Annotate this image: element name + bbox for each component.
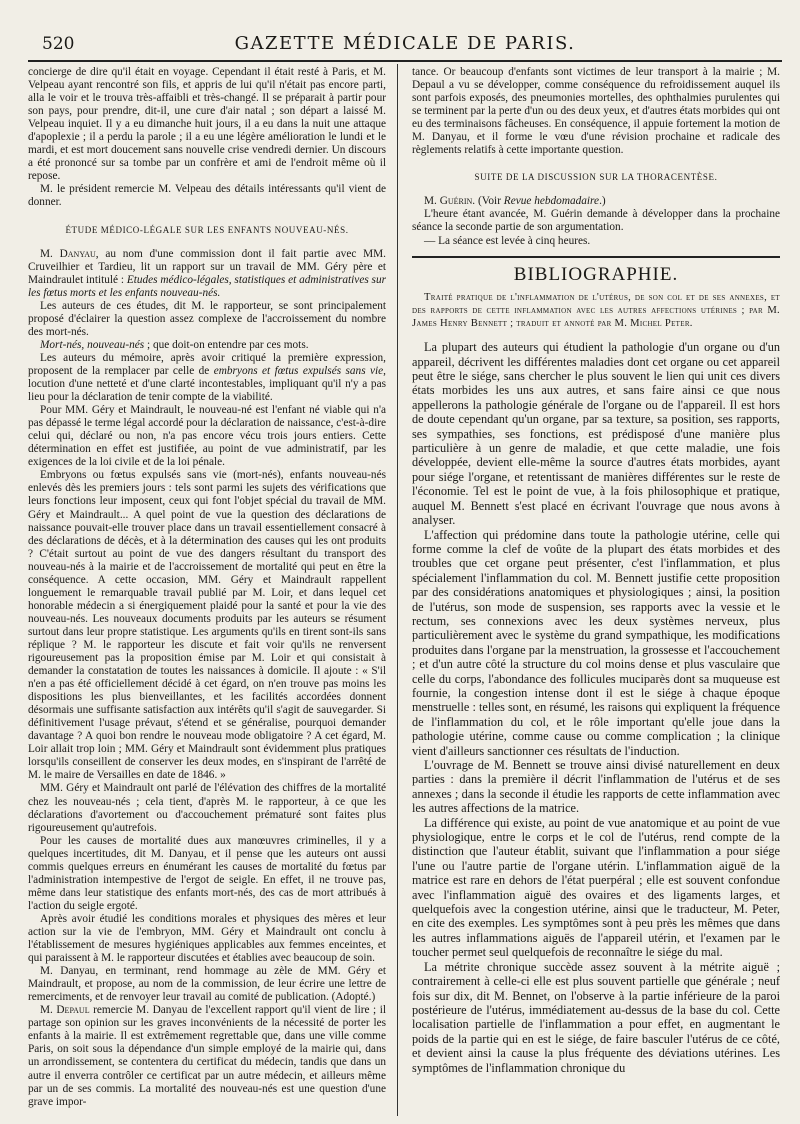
paragraph: Après avoir étudié les conditions morales et physiques des mères et leur action sur la vie de l'embryon, MM. Géry et Maindrault ont conclu à l'établissement de mesures hygiéniques applicables aux femmes enceintes, et qui paraissent à M. le rapporteur discutées et établies avec beaucoup de soin. bbox=[28, 912, 386, 965]
paragraph: La métrite chronique succède assez souvent à la métrite aiguë ; contrairement à celle-ci elle est plus souvent partielle que générale ; neuf fois sur dix, dit M. Bennet, on l'observe à la partie inférieure de la paroi postérieure de l'utérus, immédiatement au-dessus de la base du col. Cette localisation partielle de l'inflammation a pour effet, en augmentant le poids de la partie qui en est le siége, de faire basculer l'utérus de ce côté, et devient ainsi la cause la plus fréquente des déviations utérines. Les symptômes de l'inflammation chronique du bbox=[412, 959, 780, 1075]
paragraph-text: (Voir bbox=[475, 195, 504, 208]
paragraph: L'heure étant avancée, M. Guérin demande à développer dans la prochaine séance la seconde partie de son argumentation. bbox=[412, 208, 780, 234]
paragraph: Embryons ou fœtus expulsés sans vie (mort-nés), enfants nouveau-nés enlevés dès les premiers jours : tels sont parmi les sujets des vérifications que leurs fonctions leur imposent, ceux qui font l'objet spécial du travail de MM. Géry et Maindrault... A quel point de vue la question des déclarations de naissance pouvait-elle trouver place dans un travail essentiellement consacré à des déclarations de décès, et à la détermination des causes qui les ont produits ? C'était surtout au point de vue des dangers résultant du transport des nouveau-nés à la mairie et de l'accroissement de mortalité qui peut en être la conséquence. A cette occasion, MM. Géry et Maindrault rappellent longuement le remarquable travail publié par M. Loir, et dans lequel cet honorable médecin a si énergiquement plaidé pour la santé et pour la vie des nouveau-nés. Les nouveaux documents produits par les auteurs se résument surtout dans leur propre statistique. Les arguments qu'ils en tirent sont-ils sans réplique ? M. le rapporteur les discute et fait voir qu'ils ne renversent rigoureusement pas la proposition émise par M. Loir et qui consistait à demander la constatation de toutes les naissances à domicile. Il ajoute : « S'il n'en a pas été officiellement décidé à cet égard, on n'en trouve pas moins les dispositions les plus bienveillantes, et les facilités accordées donnent désormais une suffisante satisfaction aux intérêts qu'il s'agit de sauvegarder. Si définitivement l'usage prévaut, s'étend et se généralise, pourquoi demander davantage ? A quoi bon rendre le nouveau mode obligatoire ? A cet égard, M. Loir allait trop loin ; MM. Géry et Maindrault sont évidemment plus pratiques lorsqu'ils conseillent de conserver les deux modes, en s'inspirant de l'arrêté de M. le maire de Versailles en date de 1846. » bbox=[28, 469, 386, 782]
paragraph-text: au nom d'une commission dont il fait partie avec MM. Cruveilhier et Tardieu, lit un rapport sur un travail de MM. Géry père et Maindraulet intitulé : bbox=[28, 247, 386, 286]
paragraph-text: remercie M. Danyau de l'excellent rapport qu'il vient de lire ; il partage son opinion sur les graves inconvénients de la nécessité de porter les enfants à la mairie. Il est extrêmement regrettable que, dans une ville comme Paris, on soit sous la dépendance d'un simple employé de la mairie qui, dans un arrondissement, se contentera du certificat du médecin, tandis que dans un autre il enverra contrôler ce certificat par un autre médecin, et ailleurs même par un de ses commis. La mortalité des nouveau-nés est une question d'une grave impor- bbox=[28, 1004, 386, 1108]
emphasis: embryons et fœtus expulsés sans vie bbox=[213, 364, 384, 377]
section-heading: ÉTUDE MÉDICO-LÉGALE SUR LES ENFANTS NOUVEAU-NÉS. bbox=[65, 224, 349, 235]
work-title: Etudes médico-légales, statistiques et administratives sur les fœtus morts et les enfants nouveau-nés. bbox=[28, 273, 386, 299]
paragraph-text: .) bbox=[599, 195, 606, 208]
paragraph: Pour les causes de mortalité dues aux manœuvres criminelles, il y a quelques incertitudes, dit M. Danyau, et il pense que les auteurs ont aussi commis quelques erreurs en énumérant les causes de mortalité du fœtus par l'administration intempestive de l'ergot de seigle. En effet, il ne trouve pas, même dans leur statistique des enfants mort-nés, des cas de mort attribués à l'action du seigle ergoté. bbox=[28, 834, 386, 912]
paragraph-text: Les auteurs du mémoire, après avoir critiqué la première expression, proposent de la remplacer par celle de bbox=[28, 351, 386, 377]
book-reference: Traité pratique de l'inflammation de l'utérus, de son col et de ses annexes, et des rapports de cette inflammation avec les autres affections utérines ; par M. James Henry Bennett ; traduit et annoté par M. Michel Peter. bbox=[412, 291, 780, 330]
right-column bbox=[412, 66, 780, 1114]
emphasis: Revue hebdomadaire bbox=[503, 195, 600, 208]
paragraph: La différence qui existe, au point de vue anatomique et au point de vue physiologique, entre le corps et le col de l'utérus, rend compte de la distinction que l'auteur établit, suivant que l'inflammation a pour siége l'une ou l'autre partie de l'organe utérin. L'inflammation aiguë de la matrice est rare en dehors de l'état puerpéral ; elle est souvent confondue avec l'inflammation aiguë des ovaires et des ligaments larges, et quelquefois avec la congestion utérine, ainsi que le traducteur, M. Peter, en cite des exemples. Les symptômes sont à peu près les mêmes que dans les autres inflammations aiguës de l'appareil utérin, et l'examen par le toucher permet seul quelquefois de reconnaître le siége du mal. bbox=[412, 815, 780, 960]
paragraph bbox=[28, 248, 386, 300]
paragraph bbox=[28, 1004, 386, 1108]
paragraph: L'affection qui prédomine dans toute la pathologie utérine, celle qui forme comme la clef de voûte de la plupart des états morbides et des troubles que cet organe peut présenter, c'est l'inflammation, et plus spécialement l'inflammation du col. M. Bennett justifie cette proposition par des considérations anatomiques et physiologiques ; ainsi, la position de l'utérus, son mode de suspension, ses rapports avec la vessie et le rectum, ses connexions avec les deux systèmes nerveux, plus particulièrement avec le système du grand sympathique, les modifications produites dans l'organe par la menstruation, la grossesse et l'accouchement ; et d'un autre côté la structure du col moins dense et plus vasculaire que celle du corps, l'abondance des follicules muciparès dont sa muqueuse est fournie, la congestion intense dont il est le siége à chaque époque menstruelle : telles sont, en résumé, les raisons qui expliquent la fréquence de l'inflammation du col, et le rôle important qu'elle joue dans la pathologie utérine, comme cause ou comme complication ; la clinique vient d'ailleurs sanctionner ces résultats de l'induction. bbox=[412, 527, 780, 758]
paragraph: M. le président remercie M. Velpeau des détails intéressants qu'il vient de donner. bbox=[28, 183, 386, 209]
paragraph bbox=[28, 352, 386, 404]
paragraph-text: ; que doit-on entendre par ces mots. bbox=[144, 338, 309, 351]
paragraph: M. Danyau, en terminant, rend hommage au zèle de MM. Géry et Maindrault, et propose, au nom de la commission, de leur écrire une lettre de remerciments, et de renvoyer leur travail au comité de publication. (Adopté.) bbox=[28, 965, 386, 1004]
emphasis: Mort-nés, nouveau-nés bbox=[40, 338, 145, 351]
column-divider bbox=[397, 64, 398, 1116]
left-column bbox=[28, 66, 386, 1114]
paragraph: Pour MM. Géry et Maindrault, le nouveau-né est l'enfant né viable qui n'a pas dépassé le terme légal accordé pour la déclaration de naissance, c'est-à-dire celui qui, déclaré ou non, n'a pas encore vécu trois jours entiers. Cette détermination en effet est justifiée, au point de vue administratif, par les exigences de la loi civile et de la loi pénale. bbox=[28, 404, 386, 469]
section-heading: SUITE DE LA DISCUSSION SUR LA THORACENTÈSE. bbox=[474, 172, 718, 183]
paragraph bbox=[412, 195, 780, 208]
review-body bbox=[412, 340, 780, 1075]
paragraph bbox=[28, 339, 386, 352]
paragraph: — La séance est levée à cinq heures. bbox=[424, 234, 591, 247]
speaker-name: M. Danyau, bbox=[40, 247, 99, 260]
paragraph: tance. Or beaucoup d'enfants sont victimes de leur transport à la mairie ; M. Depaul a vu se développer, comme conséquence du refroidissement auquel ils sont parfois exposés, des pneumonies mortelles, des ophthalmies purulentes qui se terminent par la perte d'un ou des deux yeux, et d'autres états morbides qui ont eu des terminaisons fâcheuses. En conséquence, il appuie fortement la motion de M. Danyau, et il forme le vœu d'une révision prochaine et radicale des règlements relatifs à cette importante question. bbox=[412, 66, 780, 157]
journal-title: GAZETTE MÉDICALE DE PARIS. bbox=[234, 33, 576, 54]
paragraph: L'ouvrage de M. Bennett se trouve ainsi divisé naturellement en deux parties : dans la première il décrit l'inflammation de l'utérus et de ses annexes ; dans la seconde il étudie les rapports de cette inflammation avec les autres affections de la matrice. bbox=[412, 758, 780, 816]
paragraph: concierge de dire qu'il était en voyage. Cependant il était resté à Paris, et M. Velpeau ayant rencontré son fils, et appris de lui qu'il n'était pas encore parti, alla le voir et le trouva très-affaibli et très-changé. Il se préparait à partir pour son pays, pour prendre, dit-il, une cure d'air natal ; son départ a laissé M. Velpeau inquiet. Il y a eu dimanche huit jours, il a eu dans la nuit une attaque d'apoplexie ; il a perdu la parole ; il a eu une légère amélioration le lundi et le mardi, et est mort doucement sans nouvelle crise vendredi dernier. Un discours a été prononcé sur sa tombe par un confrère et ami de l'endroit même où il repose. bbox=[28, 66, 386, 183]
paragraph: Les auteurs de ces études, dit M. le rapporteur, se sont principalement proposé d'éclairer la question assez complexe de l'accroissement du nombre des mort-nés. bbox=[28, 299, 386, 338]
section-separator bbox=[412, 256, 780, 258]
paragraph: MM. Géry et Maindrault ont parlé de l'élévation des chiffres de la mortalité chez les nouveau-nés ; cela tient, d'après M. le rapporteur, à ce que les déclarations d'avortement ou d'accouchement prématuré sont faites plus rigoureusement qu'autrefois. bbox=[28, 782, 386, 834]
page-header bbox=[28, 28, 782, 62]
speaker-name: M. Guérin. bbox=[424, 195, 476, 208]
page-number: 520 bbox=[42, 34, 75, 54]
bibliography-title: BIBLIOGRAPHIE. bbox=[513, 263, 679, 285]
speaker-name: M. Depaul bbox=[40, 1004, 90, 1017]
paragraph: La plupart des auteurs qui étudient la pathologie d'un organe ou d'un appareil, décrivent les différentes maladies dont cet organe ou cet appareil peut être le siége, sans chercher le plus souvent le lien qui unit ces divers états morbides les uns aux autres, et sans faire ainsi ce que nous appellerons la pathologie générale de l'organe ou de l'appareil. Il est hors de doute cependant qu'un organe, par sa texture, sa position, ses rapports, ses sympathies, ses fonctions, est prédisposé d'une manière plus particulière à un genre de maladie, et que cette maladie, une fois développée, devient elle-même la source d'autres états morbides, ayant pour siége l'organe, et retentissant de manières différentes sur le reste de l'économie. Tel est le point de vue, à la fois philosophique et pratique, auquel M. Bennett s'est placé en écrivant l'ouvrage que nous avons à analyser. bbox=[412, 340, 780, 528]
paragraph-text: , locution d'une netteté et d'une clarté incontestables, impliquant qu'il n'y a pas lieu pour la déclaration de tenir compte de la viabilité. bbox=[28, 364, 386, 404]
